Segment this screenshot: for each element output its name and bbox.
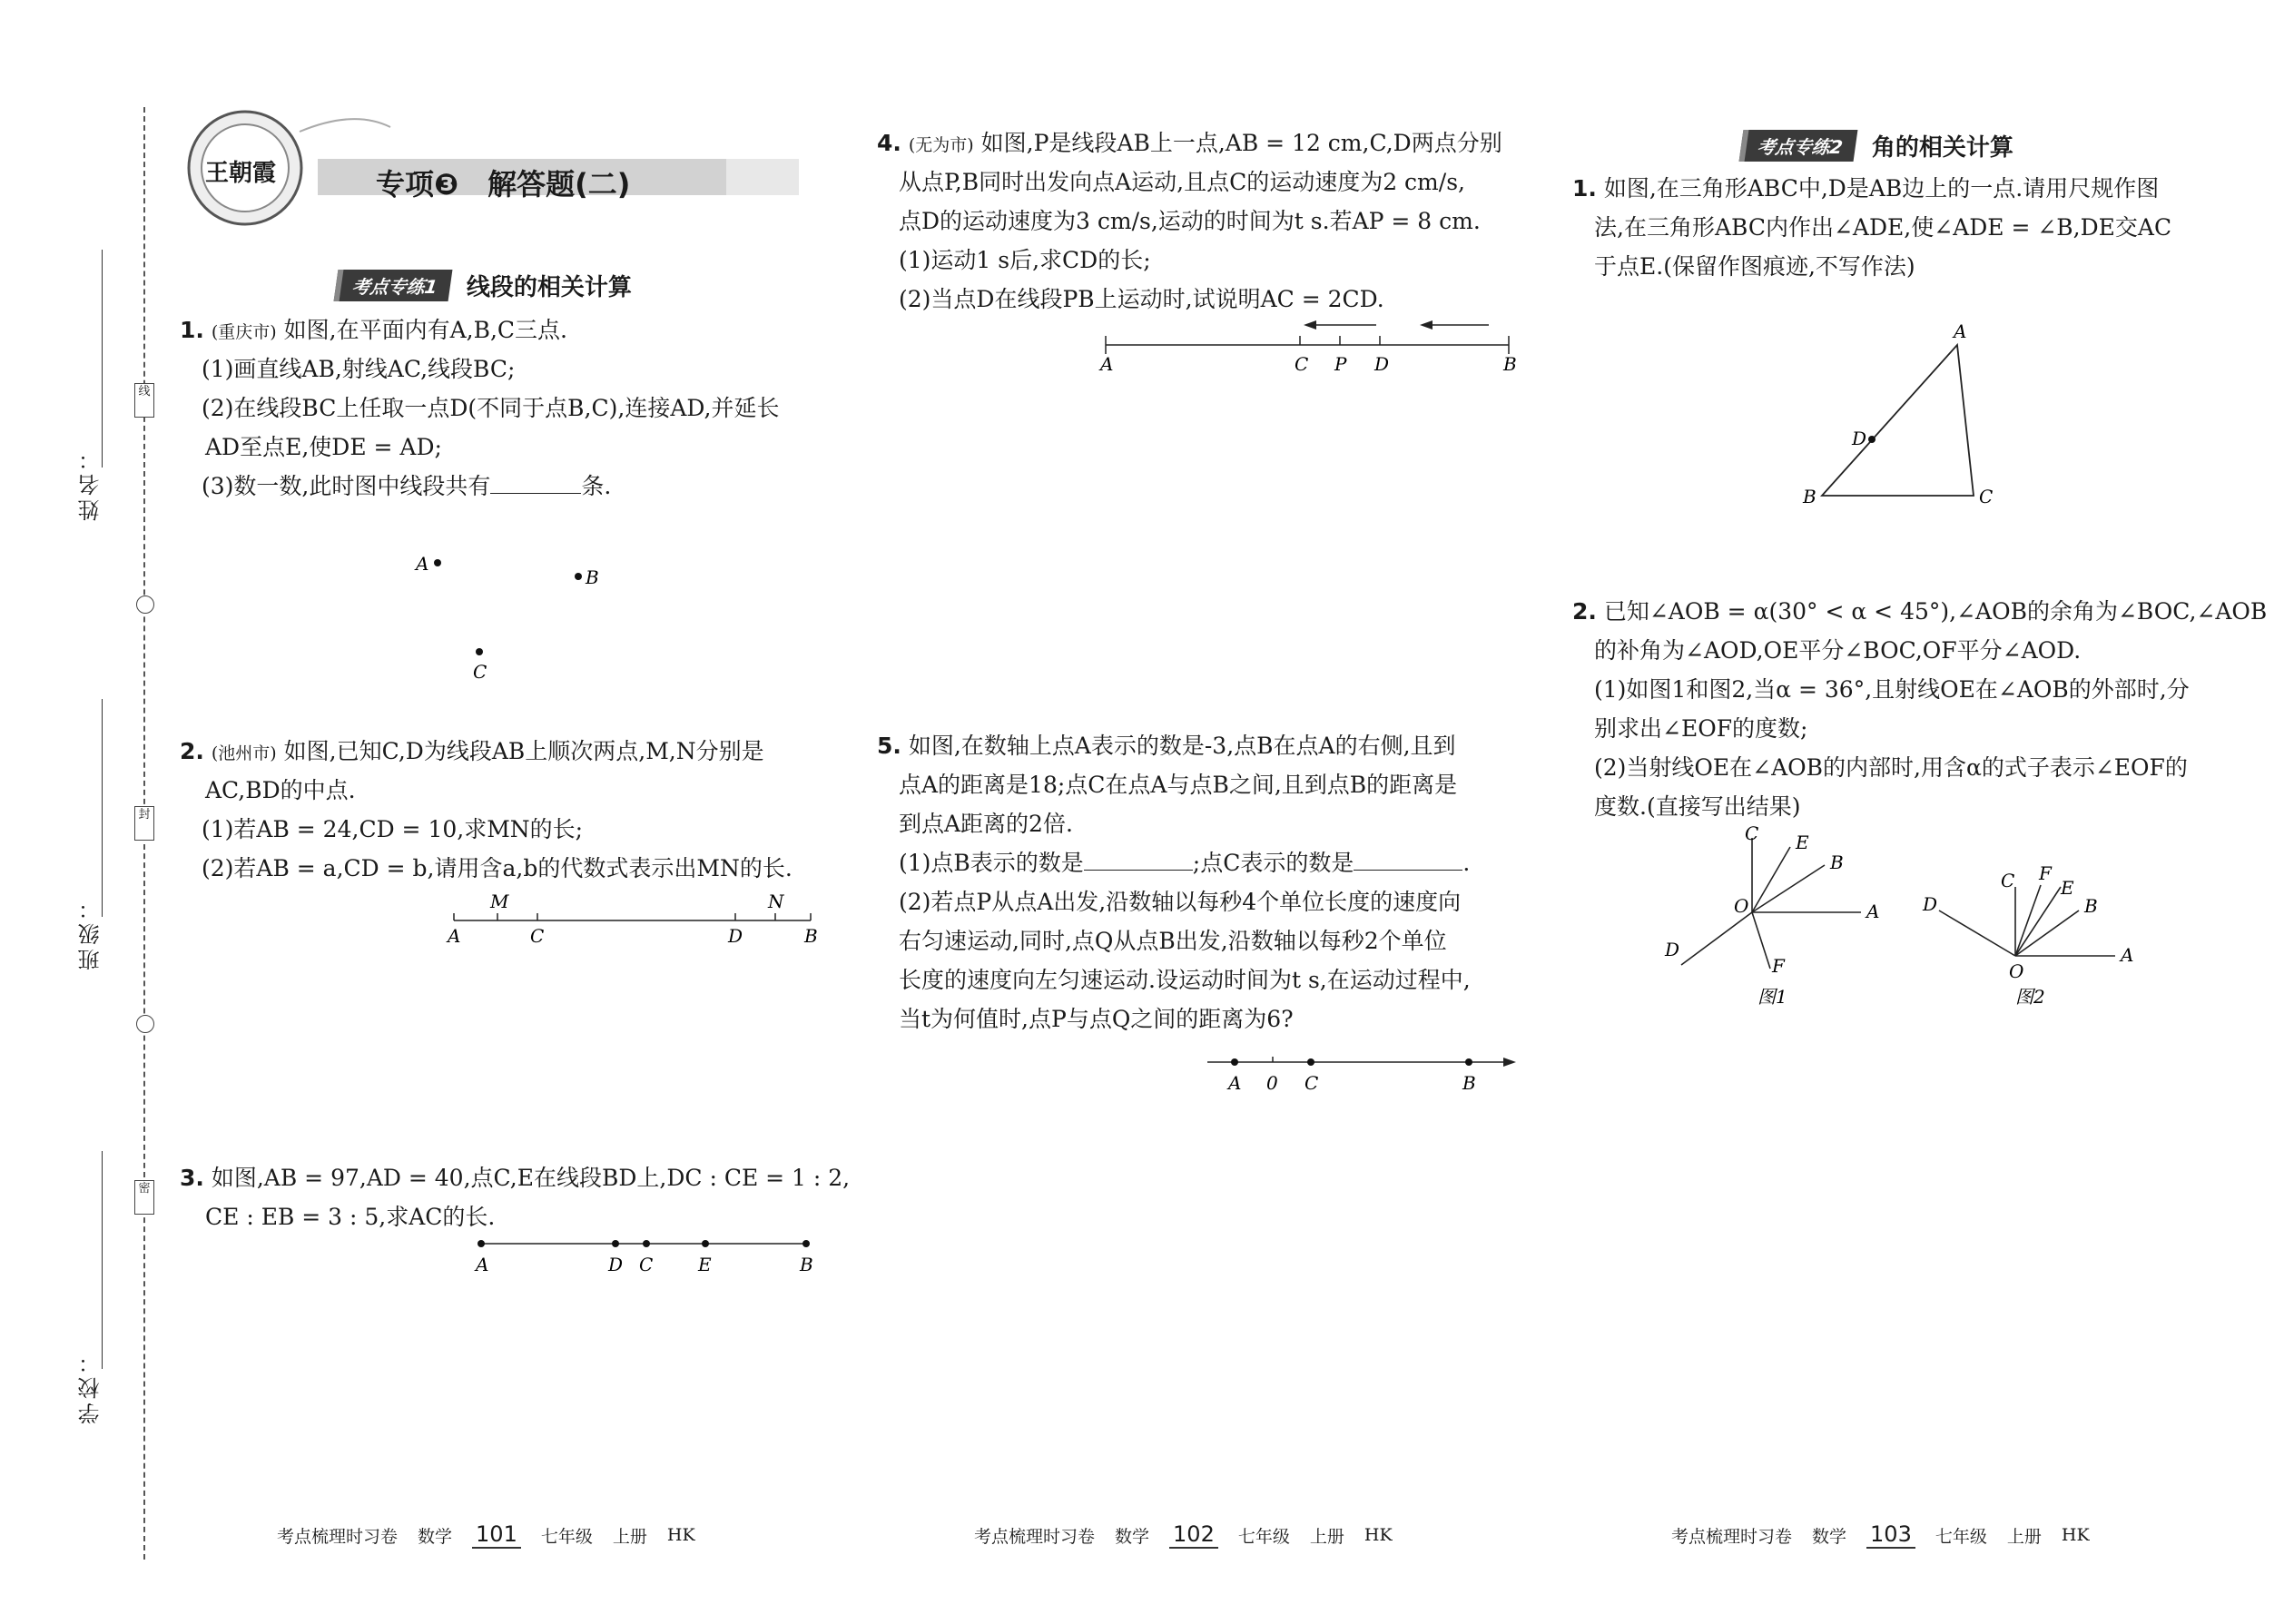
question-number: 1.	[180, 317, 204, 343]
point-a	[434, 559, 441, 566]
bind-mark-feng: 封	[134, 806, 154, 841]
answer-blank[interactable]	[1354, 851, 1462, 871]
question-text: 如图,在数轴上点A表示的数是-3,点B在点A的右侧,且到	[908, 733, 1456, 759]
label-b: B	[586, 566, 599, 588]
label-p: P	[1334, 353, 1347, 375]
label-d: D	[1852, 428, 1867, 449]
class-field[interactable]	[102, 699, 103, 917]
tag-label: 考点专练2	[1739, 130, 1858, 162]
question-text: 当t为何值时,点P与点Q之间的距离为6?	[899, 1006, 1294, 1032]
question-text: 长度的速度向左匀速运动.设运动时间为t s,在运动过程中,	[899, 967, 1471, 993]
label-o: O	[1734, 895, 1749, 917]
question-text: 从点P,B同时出发向点A运动,且点C的运动速度为2 cm/s,	[899, 169, 1465, 195]
label-f: F	[2039, 862, 2052, 884]
label-m: M	[490, 891, 509, 912]
footer-edition: HK	[666, 1525, 695, 1545]
label-a: A	[448, 925, 461, 947]
label-b: B	[800, 1254, 813, 1275]
footer-book: 考点梳理时习卷	[1671, 1526, 1793, 1547]
footer-page-101	[277, 1521, 695, 1549]
question-text: AD至点E,使DE = AD;	[205, 434, 442, 460]
question-text: 条.	[581, 473, 612, 499]
answer-blank[interactable]	[1084, 851, 1193, 871]
label-c: C	[2001, 870, 2015, 891]
figure-q1-points	[399, 545, 617, 690]
question-text: (2)若点P从点A出发,沿数轴以每秒4个单位长度的速度向	[899, 889, 1462, 915]
footer-edition: HK	[2061, 1525, 2090, 1545]
figure-2-angles	[1915, 849, 2133, 1012]
footer-volume: 上册	[2006, 1526, 2042, 1547]
label-a: A	[416, 553, 429, 575]
label-d: D	[1923, 893, 1938, 915]
question-text: AC,BD的中点.	[205, 777, 356, 803]
bind-mark-mi: 密	[134, 1180, 154, 1215]
question-text: 如图,AB = 97,AD = 40,点C,E在线段BD上,DC : CE = 1 : 2,	[211, 1165, 851, 1191]
footer-page-102	[974, 1521, 1393, 1549]
figure-1-caption: 图1	[1757, 986, 1787, 1008]
label-a: A	[1100, 353, 1114, 375]
footer-volume: 上册	[612, 1526, 647, 1547]
question-text: 如图,P是线段AB上一点,AB = 12 cm,C,D两点分别	[980, 130, 1502, 156]
point-b	[575, 573, 582, 580]
tag-label: 考点专练1	[334, 270, 453, 301]
question-source: (无为市)	[908, 135, 974, 155]
question-text: (2)当射线OE在∠AOB的内部时,用含α的式子表示∠EOF的	[1594, 754, 2188, 781]
page-number: 101	[472, 1521, 521, 1549]
label-b: B	[1830, 851, 1844, 873]
footer-subject: 数学	[1812, 1526, 1847, 1547]
figure-triangle-abc	[1779, 318, 2015, 517]
school-label: 学校：	[78, 1348, 103, 1424]
tag-title: 线段的相关计算	[466, 274, 632, 301]
page-number: 103	[1866, 1521, 1915, 1549]
label-a: A	[1866, 901, 1879, 922]
footer-subject: 数学	[1115, 1526, 1150, 1547]
label-b: B	[1503, 353, 1517, 375]
figure-q2-segment	[443, 888, 824, 953]
question-text: (2)在线段BC上任取一点D(不同于点B,C),连接AD,并延长	[202, 395, 780, 421]
question-number: 1.	[1572, 175, 1597, 202]
class-label: 班级：	[78, 894, 103, 970]
question-3-1	[180, 1158, 850, 1197]
footer-grade: 七年级	[1237, 1526, 1290, 1547]
label-c: C	[1305, 1072, 1319, 1094]
question-number: 3.	[180, 1165, 204, 1191]
label-f: F	[1772, 955, 1785, 977]
question-5-1	[877, 726, 1456, 765]
question-text: 点A的距离是18;点C在点A与点B之间,且到点B的距离是	[899, 772, 1458, 798]
question-1-1	[180, 310, 567, 352]
question-source: (重庆市)	[211, 322, 277, 342]
label-a: A	[2121, 944, 2133, 966]
label-c: C	[1295, 353, 1309, 375]
question-number: 5.	[877, 733, 901, 759]
figure-q5-number-line	[1198, 1044, 1525, 1098]
section-title: 专项❸ 解答题(二)	[376, 167, 631, 202]
question-text: (2)若AB = a,CD = b,请用含a,b的代数式表示出MN的长.	[202, 855, 793, 881]
section-tag-1	[336, 269, 632, 302]
question-number: 2.	[1572, 598, 1597, 625]
question-4-1	[877, 123, 1502, 165]
label-b: B	[2084, 895, 2098, 917]
question-text: (1)如图1和图2,当α = 36°,且射线OE在∠AOB的外部时,分	[1594, 676, 2190, 703]
footer-page-103	[1671, 1521, 2090, 1549]
question-text: (2)当点D在线段PB上运动时,试说明AC = 2CD.	[899, 286, 1384, 312]
label-d: D	[1665, 939, 1680, 960]
name-field[interactable]	[102, 250, 103, 468]
label-c: C	[1745, 822, 1759, 844]
label-b: B	[1462, 1072, 1476, 1094]
question-text: 于点E.(保留作图痕迹,不写作法)	[1594, 253, 1915, 280]
question-text	[899, 843, 1470, 882]
question-text: 点D的运动速度为3 cm/s,运动的时间为t s.若AP = 8 cm.	[899, 208, 1481, 234]
question-text: 度数.(直接写出结果)	[1594, 793, 1801, 820]
brand-logo-text: 王朝霞	[205, 160, 277, 187]
question-text: (1)点B表示的数是	[899, 850, 1084, 876]
question-text: (1)画直线AB,射线AC,线段BC;	[202, 356, 516, 382]
label-a: A	[1954, 320, 1967, 342]
label-e: E	[2061, 877, 2074, 899]
question-text	[202, 467, 611, 506]
label-c: C	[639, 1254, 654, 1275]
figure-1-angles	[1661, 822, 1879, 1012]
binding-hole-icon	[136, 1015, 154, 1033]
question-text: 如图,在三角形ABC中,D是AB边上的一点.请用尺规作图	[1603, 175, 2160, 202]
school-field[interactable]	[102, 1151, 103, 1369]
question-text: 右匀速运动,同时,点Q从点B出发,沿数轴以每秒2个单位	[899, 928, 1447, 954]
label-o: O	[2009, 960, 2024, 982]
figure-q3-segment	[472, 1225, 826, 1280]
label-d: D	[1374, 353, 1390, 375]
tag-title: 角的相关计算	[1871, 134, 2013, 162]
label-c: C	[473, 661, 487, 683]
question-text: 到点A距离的2倍.	[899, 811, 1073, 837]
label-origin: 0	[1266, 1072, 1278, 1094]
question-text: 法,在三角形ABC内作出∠ADE,使∠ADE = ∠B,DE交AC	[1594, 214, 2172, 241]
question-number: 2.	[180, 738, 204, 764]
label-c: C	[530, 925, 545, 947]
question-2-1	[180, 732, 764, 773]
binding-hole-icon	[136, 595, 154, 614]
label-b: B	[804, 925, 818, 947]
question-text: (1)运动1 s后,求CD的长;	[899, 247, 1151, 273]
page-number: 102	[1169, 1521, 1218, 1549]
question-source: (池州市)	[211, 743, 277, 763]
label-a: A	[476, 1254, 489, 1275]
footer-book: 考点梳理时习卷	[974, 1526, 1096, 1547]
section-tag-2	[1741, 129, 2013, 162]
label-d: D	[608, 1254, 624, 1275]
question-text: ;点C表示的数是	[1192, 850, 1354, 876]
label-n: N	[768, 891, 784, 912]
label-b: B	[1803, 486, 1816, 507]
question-number: 4.	[877, 130, 901, 156]
label-e: E	[1796, 832, 1809, 853]
footer-grade: 七年级	[1935, 1526, 1987, 1547]
footer-grade: 七年级	[540, 1526, 593, 1547]
question-text: CE : EB = 3 : 5,求AC的长.	[205, 1204, 496, 1230]
question-text: 如图,在平面内有A,B,C三点.	[283, 317, 567, 343]
label-e: E	[698, 1254, 712, 1275]
question-text: 别求出∠EOF的度数;	[1594, 715, 1808, 742]
question-text: (3)数一数,此时图中线段共有	[202, 473, 491, 499]
figure-2-caption: 图2	[2015, 986, 2045, 1008]
point-c	[476, 648, 483, 655]
question-c3-1	[1572, 169, 2159, 208]
question-text: .	[1462, 850, 1471, 876]
footer-volume: 上册	[1309, 1526, 1344, 1547]
label-d: D	[728, 925, 743, 947]
footer-book: 考点梳理时习卷	[277, 1526, 399, 1547]
question-text: 已知∠AOB = α(30° < α < 45°),∠AOB的余角为∠BOC,∠AOB	[1603, 598, 2268, 625]
footer-edition: HK	[1364, 1525, 1393, 1545]
question-text: (1)若AB = 24,CD = 10,求MN的长;	[202, 816, 584, 842]
question-text: 如图,已知C,D为线段AB上顺次两点,M,N分别是	[283, 738, 764, 764]
question-c3-2	[1572, 592, 2267, 631]
name-label: 姓名：	[78, 445, 103, 521]
answer-blank[interactable]	[490, 475, 581, 494]
label-c: C	[1979, 486, 1994, 507]
question-text: 的补角为∠AOD,OE平分∠BOC,OF平分∠AOD.	[1594, 637, 2082, 664]
figure-q4-segment	[1089, 309, 1525, 381]
bind-mark-xian: 线	[134, 383, 154, 418]
footer-subject: 数学	[418, 1526, 453, 1547]
label-a: A	[1228, 1072, 1242, 1094]
